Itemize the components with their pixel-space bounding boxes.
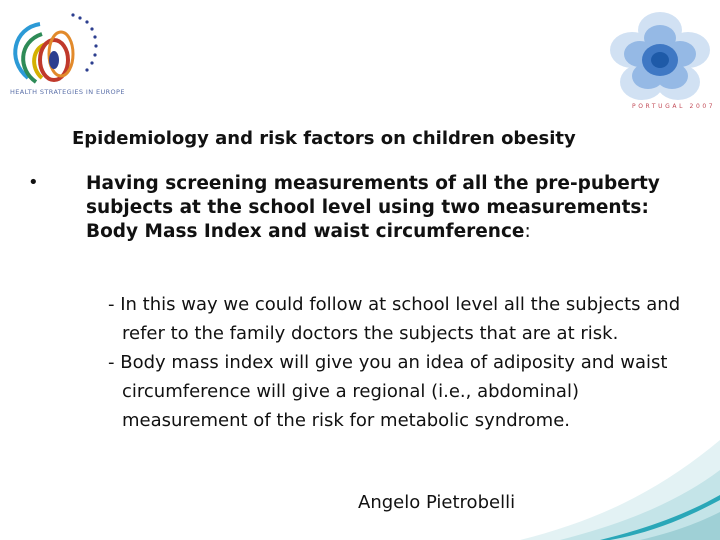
main-bullet-bold: Having screening measurements of all the pre-puberty subjects at the school level using two measurements: Body Mass Index and waist circumference (86, 173, 660, 242)
portugal-2007-flower-logo-icon (608, 8, 720, 104)
sub-point-follow-up: - In this way we could follow at school level all the subjects and refer to the family doctors the subjects that are at risk. (108, 294, 681, 344)
health-strategies-logo (6, 8, 126, 100)
main-bullet-colon: : (524, 221, 531, 242)
main-bullet-text (86, 172, 666, 244)
health-strategies-caption: HEALTH STRATEGIES IN EUROPE (10, 88, 125, 96)
portugal-2007-logo (608, 8, 720, 116)
sub-point-bmi-waist: - Body mass index will give you an idea of adiposity and waist circumference will give a regional (i.e., abdominal) measurement of the risk for metabolic syndrome. (108, 352, 668, 431)
portugal-2007-caption: PORTUGAL 2007 (632, 103, 716, 110)
health-strategies-logo-icon (6, 8, 126, 94)
slide-title: Epidemiology and risk factors on children obesity (72, 128, 576, 149)
author-name: Angelo Pietrobelli (358, 492, 516, 513)
sub-point-list (108, 290, 688, 435)
bullet-icon: • (28, 172, 39, 193)
